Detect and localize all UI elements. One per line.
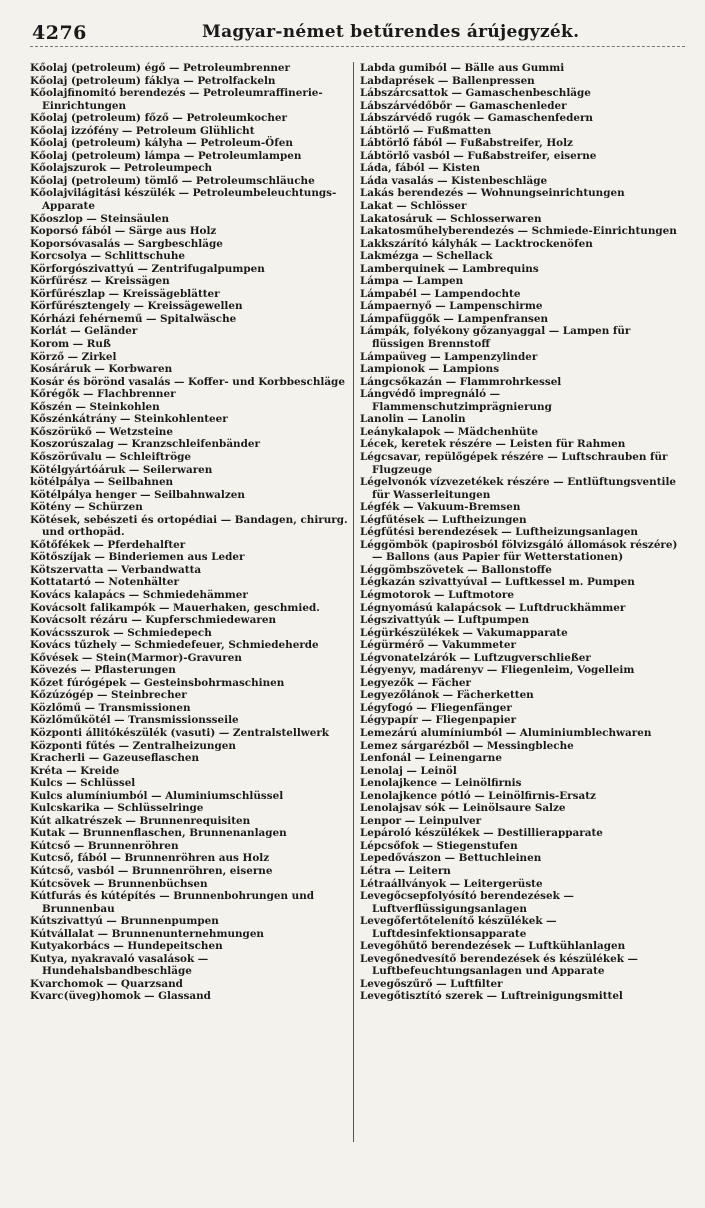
dictionary-entry: Kosár és börönd vasalás — Koffer- und Korbbeschläge bbox=[30, 375, 345, 388]
dictionary-entry: Léggömbszövetek — Ballonstoffe bbox=[360, 563, 552, 576]
dictionary-entry: Lenolajkence pótló — Leinölfirnis-Ersatz bbox=[360, 789, 596, 802]
dictionary-entry: Lenolaj — Leinöl bbox=[360, 764, 457, 777]
dictionary-entry: Kötések, sebészeti és ortopédiai — Bandagen, chirurg. und orthopäd. bbox=[30, 513, 348, 539]
dictionary-entry: Légfűtési berendezések — Luftheizungsanlagen bbox=[360, 526, 638, 539]
dictionary-entry: Lampionok — Lampions bbox=[360, 363, 500, 376]
dictionary-entry: Lámpák, folyékony gőzanyaggal — Lampen für flüssigen Brennstoff bbox=[360, 325, 631, 351]
dictionary-entry: Kovács tűzhely — Schmiedefeuer, Schmiedeherde bbox=[30, 639, 319, 652]
dictionary-entry: Kottatartó — Notenhälter bbox=[30, 576, 179, 589]
dictionary-entry: Légmotorok — Luftmotore bbox=[360, 588, 514, 601]
dictionary-entry: Lábszárvédőbőr — Gamaschenleder bbox=[360, 99, 567, 112]
dictionary-entry: Lámpabél — Lampendochte bbox=[360, 287, 521, 300]
dictionary-entry: Kosáráruk — Korbwaren bbox=[30, 363, 173, 376]
dictionary-entry: Légkazán szivattyúval — Luftkessel m. Pumpen bbox=[360, 576, 635, 589]
dictionary-entry: Kőolaj (petroleum) lámpa — Petroleumlampen bbox=[30, 149, 302, 162]
dictionary-entry: Létra — Leitern bbox=[360, 865, 451, 877]
dictionary-entry: Kőolaj (petroleum) fáklya — Petrolfackeln bbox=[30, 74, 276, 87]
dictionary-entry: Lakmézga — Schellack bbox=[360, 250, 493, 263]
dictionary-entry: Lakás berendezés — Wohnungseinrichtungen bbox=[360, 187, 625, 200]
dictionary-entry: Légelvonók vízvezetékek részére — Entlüftungsventile für Wasserleitungen bbox=[360, 476, 677, 501]
dictionary-entry: Lámpafüggők — Lampenfransen bbox=[360, 312, 549, 325]
dictionary-entry: Lábtörlő fából — Fußabstreifer, Holz bbox=[360, 137, 573, 150]
dictionary-entry: Kötszervatta — Verbandwatta bbox=[30, 563, 202, 576]
dictionary-entry: Kutak — Brunnenflaschen, Brunnenanlagen bbox=[30, 827, 287, 840]
dictionary-entry: Kútcsövek — Brunnenbüchsen bbox=[30, 877, 208, 890]
dictionary-entry: Lámpaernyő — Lampenschirme bbox=[360, 300, 543, 313]
dictionary-entry: Lepároló készülékek — Destillierapparate bbox=[360, 827, 603, 840]
dictionary-entry: Léggömbök (papirosból fölvizsgáló állomások részére) — Ballons (aus Papier für Wetterstationen) bbox=[360, 538, 678, 564]
dictionary-entry: Levegőfertőtelenítő készülékek — Luftdesinfektionsapparate bbox=[360, 915, 557, 940]
dictionary-entry: Kőszén — Steinkohlen bbox=[30, 400, 160, 413]
dictionary-entry: Légypapír — Fliegenpapier bbox=[360, 714, 517, 727]
dictionary-entry: Légcsavar, repülőgépek részére — Luftschrauben für Flugzeuge bbox=[360, 450, 668, 476]
page-title: Magyar-német betűrendes árújegyzék. bbox=[202, 22, 580, 42]
dictionary-entry: Légnyomású kalapácsok — Luftdruckhämmer bbox=[360, 601, 626, 614]
dictionary-entry: Kulcskarika — Schlüsselringe bbox=[30, 802, 204, 815]
dictionary-entry: Körfűrész — Kreissägen bbox=[30, 275, 170, 288]
dictionary-entry: Kövezés — Pflasterungen bbox=[30, 664, 176, 677]
dictionary-entry: Kőolaj (petroleum) főző — Petroleumkocher bbox=[30, 112, 287, 125]
dictionary-entry: Lenfonál — Leinengarne bbox=[360, 752, 502, 765]
dictionary-entry: Lámpaüveg — Lampenzylinder bbox=[360, 350, 538, 363]
dictionary-entry: Kőolaj (petroleum) kályha — Petroleum-Öfen bbox=[30, 137, 293, 150]
dictionary-entry: Kvarc(üveg)homok — Glassand bbox=[30, 990, 211, 1003]
dictionary-entry: Kovácsolt rézáru — Kupferschmiedewaren bbox=[30, 614, 277, 627]
dictionary-entry: Kőzúzógép — Steinbrecher bbox=[30, 689, 187, 702]
dictionary-entry: Központi állitókészülék (vasuti) — Zentralstellwerk bbox=[30, 726, 330, 739]
dictionary-entry: Lakkszárító kályhák — Lacktrockenöfen bbox=[360, 237, 593, 250]
dictionary-entry: Lakat — Schlösser bbox=[360, 200, 467, 213]
dictionary-entry: Kútfurás és kútépítés — Brunnenbohrungen und Brunnenbau bbox=[30, 890, 315, 915]
dictionary-entry: Kötőszíjak — Binderiemen aus Leder bbox=[30, 551, 245, 564]
dictionary-entry: Korom — Ruß bbox=[30, 338, 111, 351]
dictionary-entry: Lenpor — Leinpulver bbox=[360, 814, 482, 827]
dictionary-entry: Kvarchomok — Quarzsand bbox=[30, 977, 183, 990]
dictionary-entry: Kötény — Schürzen bbox=[30, 501, 143, 514]
right-column bbox=[360, 62, 682, 1003]
column-divider bbox=[353, 62, 354, 1142]
dictionary-entry: Kőolajszurok — Petroleumpech bbox=[30, 162, 213, 175]
dictionary-entry: Kőrégők — Flachbrenner bbox=[30, 388, 176, 401]
dictionary-entry: Levegőhűtő berendezések — Luftkühlanlagen bbox=[360, 940, 626, 953]
dictionary-entry: Kőolaj (petroleum) tömlő — Petroleumschläuche bbox=[30, 174, 315, 187]
dictionary-entry: Kőoszlop — Steinsäulen bbox=[30, 212, 170, 225]
dictionary-entry: Lábtörlő vasból — Fußabstreifer, eiserne bbox=[360, 149, 597, 162]
dictionary-entry: Kőolaj (petroleum) égő — Petroleumbrenner bbox=[30, 62, 291, 74]
dictionary-entry: Kútcső — Brunnenröhren bbox=[30, 839, 179, 852]
dictionary-entry: Körfűrésztengely — Kreissägewellen bbox=[30, 300, 243, 313]
dictionary-entry: Körfűrészlap — Kreissägeblätter bbox=[30, 287, 220, 300]
dictionary-entry: Labdaprések — Ballenpressen bbox=[360, 74, 535, 87]
dictionary-entry: Lángvédő impregnáló — Flammenschutzimprägnierung bbox=[360, 388, 552, 413]
dictionary-entry: Lemez sárgarézből — Messingbleche bbox=[360, 739, 574, 752]
dictionary-entry: Légszivattyúk — Luftpumpen bbox=[360, 614, 530, 627]
dictionary-entry: kötélpálya — Seilbahnen bbox=[30, 476, 174, 489]
dictionary-entry: Lámpa — Lampen bbox=[360, 275, 464, 288]
dictionary-entry: Lakatosáruk — Schlosserwaren bbox=[360, 212, 542, 225]
dictionary-entry: Levegőtisztító szerek — Luftreinigungsmittel bbox=[360, 990, 623, 1003]
dictionary-entry: Legyezőlánok — Fächerketten bbox=[360, 689, 534, 702]
dictionary-entry: Lábszárcsattok — Gamaschenbeschläge bbox=[360, 87, 591, 100]
dictionary-entry: Kút alkatrészek — Brunnenrequisiten bbox=[30, 814, 251, 827]
dictionary-entry: Kutyakorbács — Hundepeitschen bbox=[30, 940, 223, 953]
dictionary-entry: Lángcsőkazán — Flammrohrkessel bbox=[360, 375, 562, 388]
dictionary-entry: Közlőműkötél — Transmissionsseile bbox=[30, 714, 239, 727]
dictionary-entry: Kútszivattyú — Brunnenpumpen bbox=[30, 915, 219, 928]
dictionary-entry: Kutya, nyakravaló vasalások — Hundehalsbandbeschläge bbox=[30, 952, 209, 978]
left-column bbox=[30, 62, 348, 1003]
dictionary-entry: Koszorúszalag — Kranzschleifenbänder bbox=[30, 438, 260, 451]
dictionary-entry: Kulcs alumíniumból — Aluminiumschlüssel bbox=[30, 789, 284, 802]
dictionary-entry: Kőolajvilágitási készülék — Petroleumbeleuchtungs-Apparate bbox=[30, 187, 337, 213]
dictionary-entry: Kovács kalapács — Schmiedehämmer bbox=[30, 588, 248, 601]
dictionary-entry: Központi fűtés — Zentralheizungen bbox=[30, 739, 236, 752]
dictionary-entry: Kőszörűvalu — Schleiftröge bbox=[30, 450, 192, 463]
dictionary-entry: Légvonatelzárók — Luftzugverschließer bbox=[360, 651, 591, 664]
dictionary-entry: Kővések — Stein(Marmor)-Gravuren bbox=[30, 651, 242, 664]
dictionary-entry: Lakatosműhelyberendezés — Schmiede-Einrichtungen bbox=[360, 225, 677, 238]
dictionary-entry: Lepedővászon — Bettuchleinen bbox=[360, 852, 542, 865]
dictionary-entry: Kovácsolt falikampók — Mauerhaken, geschmied. bbox=[30, 601, 320, 614]
dictionary-entry: Levegőnedvesítő berendezések és készülékek — Luftbefeuchtungsanlagen und Apparate bbox=[360, 952, 638, 978]
dictionary-entry: Labda gumiból — Bälle aus Gummi bbox=[360, 62, 565, 74]
dictionary-entry: Koporsó fából — Särge aus Holz bbox=[30, 225, 217, 238]
dictionary-entry: Lépcsőfok — Stiegenstufen bbox=[360, 839, 518, 852]
dictionary-entry: Kórházi fehérnemű — Spitalwäsche bbox=[30, 312, 237, 325]
dictionary-entry: Kútcső, vasból — Brunnenröhren, eiserne bbox=[30, 865, 273, 877]
dictionary-entry: Leánykalapok — Mädchenhüte bbox=[360, 425, 538, 438]
dictionary-entry: Levegőszűrő — Luftfilter bbox=[360, 977, 503, 990]
page-number: 4276 bbox=[32, 22, 87, 44]
dictionary-entry: Légyfogó — Fliegenfänger bbox=[360, 701, 512, 714]
dictionary-entry: Körforgószivattyú — Zentrifugalpumpen bbox=[30, 262, 265, 275]
dictionary-entry: Levegőcsepfolyósító berendezések — Luftverflüssigungsanlagen bbox=[360, 890, 574, 915]
dictionary-entry: Közlőmű — Transmissionen bbox=[30, 701, 191, 714]
dictionary-entry: Kutcső, fából — Brunnenröhren aus Holz bbox=[30, 852, 270, 865]
dictionary-entry: Kőolaj izzófény — Petroleum Glühlicht bbox=[30, 124, 255, 137]
page-header bbox=[32, 22, 685, 46]
dictionary-entry: Lábszárvédő rugók — Gamaschenfedern bbox=[360, 112, 593, 125]
dictionary-entry: Légürmérő — Vakummeter bbox=[360, 639, 516, 652]
dictionary-entry: Légfék — Vakuum-Bremsen bbox=[360, 501, 521, 514]
dictionary-entry: Lemezárú alumíniumból — Aluminiumblechwaren bbox=[360, 726, 652, 739]
dictionary-entry: Láda vasalás — Kistenbeschläge bbox=[360, 174, 548, 187]
dictionary-entry: Kréta — Kreide bbox=[30, 764, 120, 777]
header-rule bbox=[30, 46, 685, 47]
dictionary-entry: Körző — Zirkel bbox=[30, 350, 117, 363]
dictionary-entry: Kracherli — Gazeuseflaschen bbox=[30, 752, 200, 765]
dictionary-entry: Kőszénkátrány — Steinkohlenteer bbox=[30, 413, 228, 426]
dictionary-entry: Korcsolya — Schlittschuhe bbox=[30, 250, 185, 263]
dictionary-entry: Legyezők — Fächer bbox=[360, 676, 471, 689]
dictionary-entry: Lécek, keretek részére — Leisten für Rahmen bbox=[360, 438, 626, 451]
dictionary-entry: Lenolajkence — Leinölfirnis bbox=[360, 777, 522, 790]
dictionary-entry: Légyenyv, madárenyv — Fliegenleim, Vogelleim bbox=[360, 664, 635, 677]
dictionary-entry: Légfűtések — Luftheizungen bbox=[360, 513, 527, 526]
dictionary-entry: Kőzet fúrógépek — Gesteinsbohrmaschinen bbox=[30, 676, 285, 689]
dictionary-entry: Kulcs — Schlüssel bbox=[30, 777, 136, 790]
dictionary-entry: Kőolajfinomitó berendezés — Petroleumraffinerie-Einrichtungen bbox=[30, 87, 323, 112]
dictionary-entry: Lamberquinek — Lambrequins bbox=[360, 262, 539, 275]
dictionary-entry: Kútvállalat — Brunnenunternehmungen bbox=[30, 927, 264, 940]
dictionary-entry: Kötélgyártóáruk — Seilerwaren bbox=[30, 463, 213, 476]
dictionary-entry: Korlát — Geländer bbox=[30, 325, 138, 338]
dictionary-entry: Lábtörlő — Fußmatten bbox=[360, 124, 492, 137]
dictionary-entry: Lanolin — Lanolin bbox=[360, 413, 466, 426]
dictionary-entry: Koporsóvasalás — Sargbeschläge bbox=[30, 237, 223, 250]
dictionary-entry: Létraállványok — Leitergerüste bbox=[360, 877, 543, 890]
dictionary-entry: Kötélpálya henger — Seilbahnwalzen bbox=[30, 488, 245, 501]
dictionary-entry: Kovácsszurok — Schmiedepech bbox=[30, 626, 212, 639]
dictionary-entry: Légürkészülékek — Vakumapparate bbox=[360, 626, 568, 639]
dictionary-entry: Láda, fából — Kisten bbox=[360, 162, 481, 175]
dictionary-entry: Kőszörükő — Wetzsteine bbox=[30, 425, 173, 438]
dictionary-entry: Kőtőfékek — Pferdehalfter bbox=[30, 538, 186, 551]
dictionary-entry: Lenolajsav sók — Leinölsaure Salze bbox=[360, 802, 566, 815]
